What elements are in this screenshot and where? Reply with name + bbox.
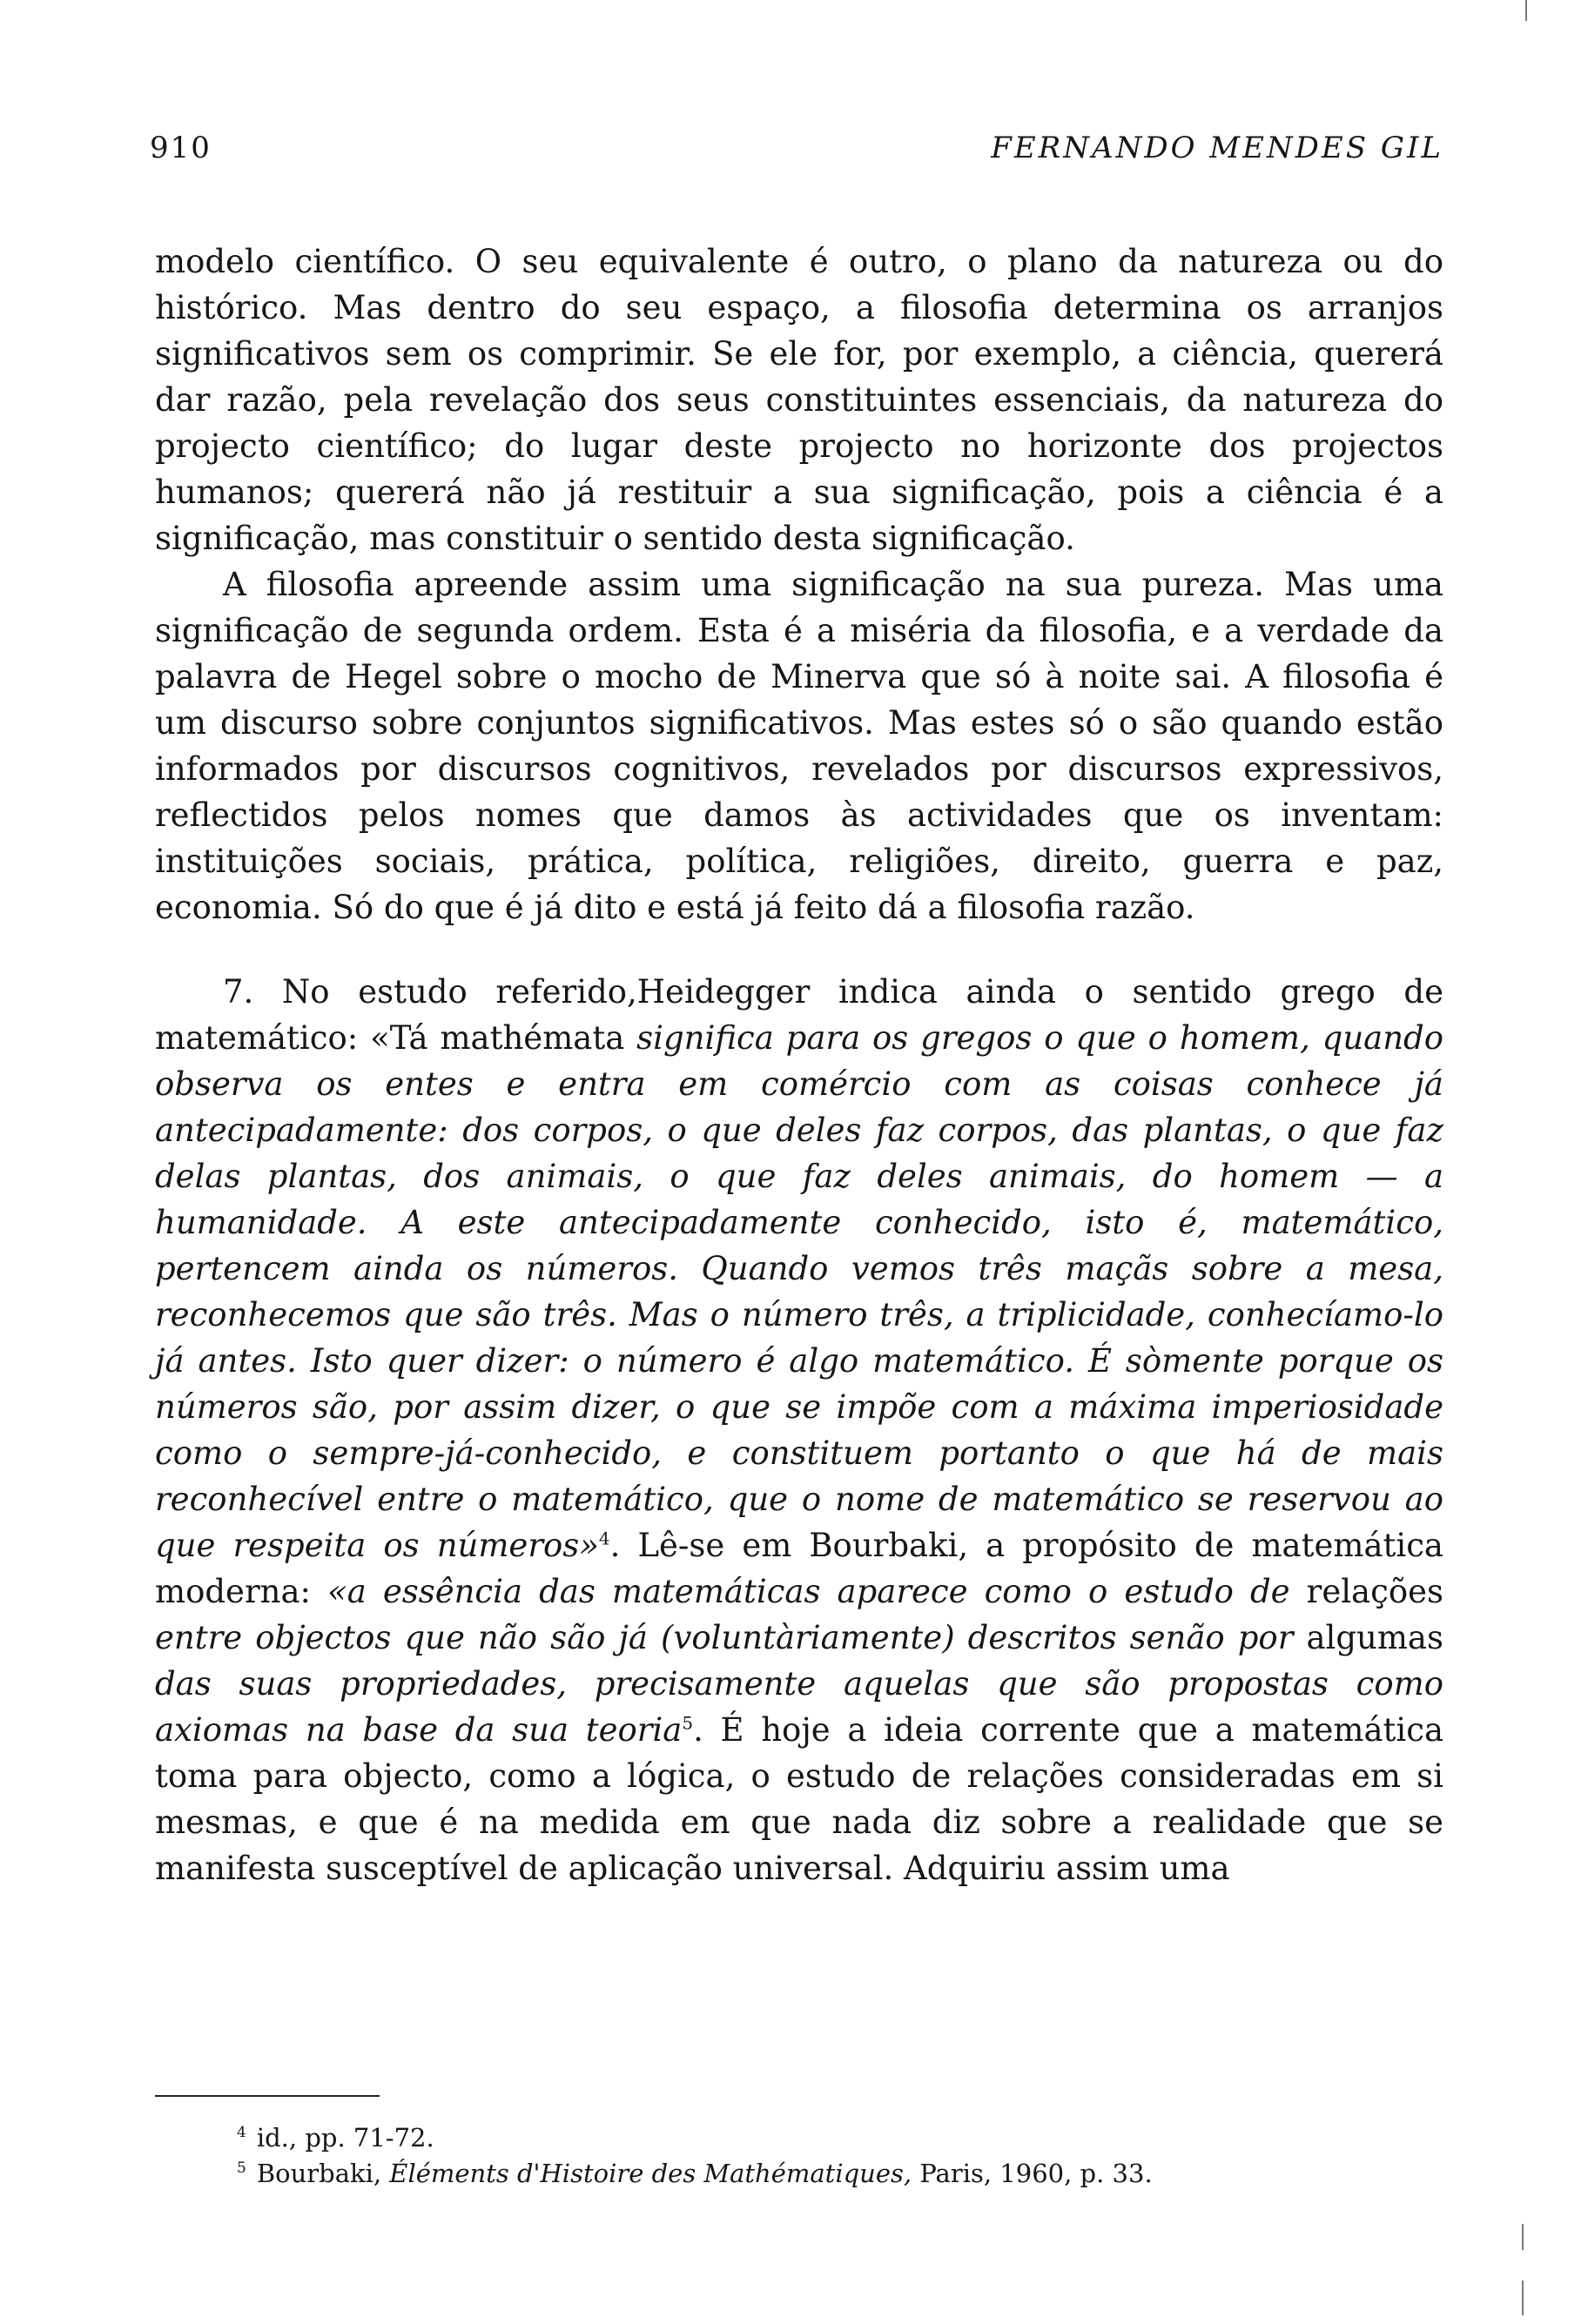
footnote-mark: 4 [237, 2124, 246, 2142]
scan-mark [1522, 2224, 1524, 2250]
text-run: 7. No estudo referido,Heidegger indica ainda o sentido grego de matemático: «Tá mathémata [155, 973, 1443, 1057]
paragraph: A filosofia apreende assim uma significação na sua pureza. Mas uma significação de segunda ordem. Esta é a miséria da filosofia, e a verdade da palavra de Hegel sobre o mocho de Minerva que só à noite sai. A filosofia é um discurso sobre conjuntos significativos. Mas estes só o são quando estão informados por discursos cognitivos, revelados por discursos expressivos, reflectidos pelos nomes que damos às actividades que os inventam: instituições sociais, prática, política, religiões, direito, guerra e paz, economia. Só do que é já dito e está já feito dá a filosofia razão. [155, 566, 1443, 926]
footnote-5 [237, 2156, 1438, 2192]
text-run: . Lê-se em Bourbaki, a propósito de matemática moderna: [155, 1527, 1443, 1610]
italic-quote-bourbaki: das suas propriedades, precisamente aquelas que são propostas como axiomas na base da sua teoria [155, 1665, 1443, 1749]
italic-quote-bourbaki: entre objectos que não são já (voluntàriamente) descritos senão por [155, 1619, 1294, 1656]
footnote-book-title: Éléments d'Histoire des Mathématiques, [389, 2159, 912, 2188]
text-run: . É hoje a ideia corrente que a matemática toma para objecto, como a lógica, o estudo de relações consideradas em si mesmas, e que é na medida em que nada diz sobre a realidade que se manifesta susceptível de aplicação universal. Adquiriu assim uma [155, 1711, 1444, 1887]
footnotes [237, 2120, 1438, 2192]
page-number: 910 [150, 131, 212, 165]
scan-mark [1522, 2280, 1524, 2315]
footnote-separator [155, 2095, 380, 2097]
running-title: FERNANDO MENDES GIL [991, 131, 1443, 165]
body-text [155, 238, 1443, 1891]
running-header [150, 131, 1443, 179]
footnote-mark: 5 [237, 2159, 246, 2178]
footnote-ref-5[interactable]: 5 [682, 1712, 694, 1734]
footnote-4 [237, 2120, 1438, 2156]
text-run: relações [1289, 1573, 1443, 1610]
footnote-text: Bourbaki, [256, 2159, 390, 2188]
footnote-text: id., pp. 71-72. [256, 2123, 434, 2153]
italic-quote-bourbaki: «a essência das matemáticas aparece como o estudo de [327, 1573, 1290, 1610]
scan-mark [1525, 0, 1527, 21]
footnote-ref-4[interactable]: 4 [598, 1528, 610, 1549]
paragraph-section-7 [155, 969, 1443, 1891]
italic-quote-heidegger: significa para os gregos o que o homem, quando observa os entes e entra em comércio com as coisas conhece já antecipadamente: dos corpos, o que deles faz corpos, das plantas, o que faz delas plantas, dos animais, o que faz deles animais, do homem — a humanidade. A este antecipadamente conhecido, isto é, matemático, pertencem ainda os números. Quando vemos três maçãs sobre a mesa, reconhecemos que são três. Mas o número três, a triplicidade, conhecíamo-lo já antes. Isto quer dizer: o número é algo matemático. É sòmente porque os números são, por assim dizer, o que se impõe com a máxima imperiosidade como o sempre-já-conhecido, e constituem portanto o que há de mais reconhecível entre o matemático, que o nome de matemático se reservou ao que respeita os números» [155, 1019, 1443, 1564]
paragraph: modelo científico. O seu equivalente é outro, o plano da natureza ou do histórico. Mas dentro do seu espaço, a filosofia determina os arranjos significativos sem os comprimir. Se ele for, por exemplo, a ciência, quererá dar razão, pela revelação dos seus constituintes essenciais, da natureza do projecto científico; do lugar deste projecto no horizonte dos projectos humanos; quererá não já restituir a sua significação, pois a ciência é a significação, mas constituir o sentido desta significação. [155, 243, 1443, 557]
text-run: algumas [1293, 1619, 1443, 1656]
footnote-text: Paris, 1960, p. 33. [912, 2159, 1153, 2188]
